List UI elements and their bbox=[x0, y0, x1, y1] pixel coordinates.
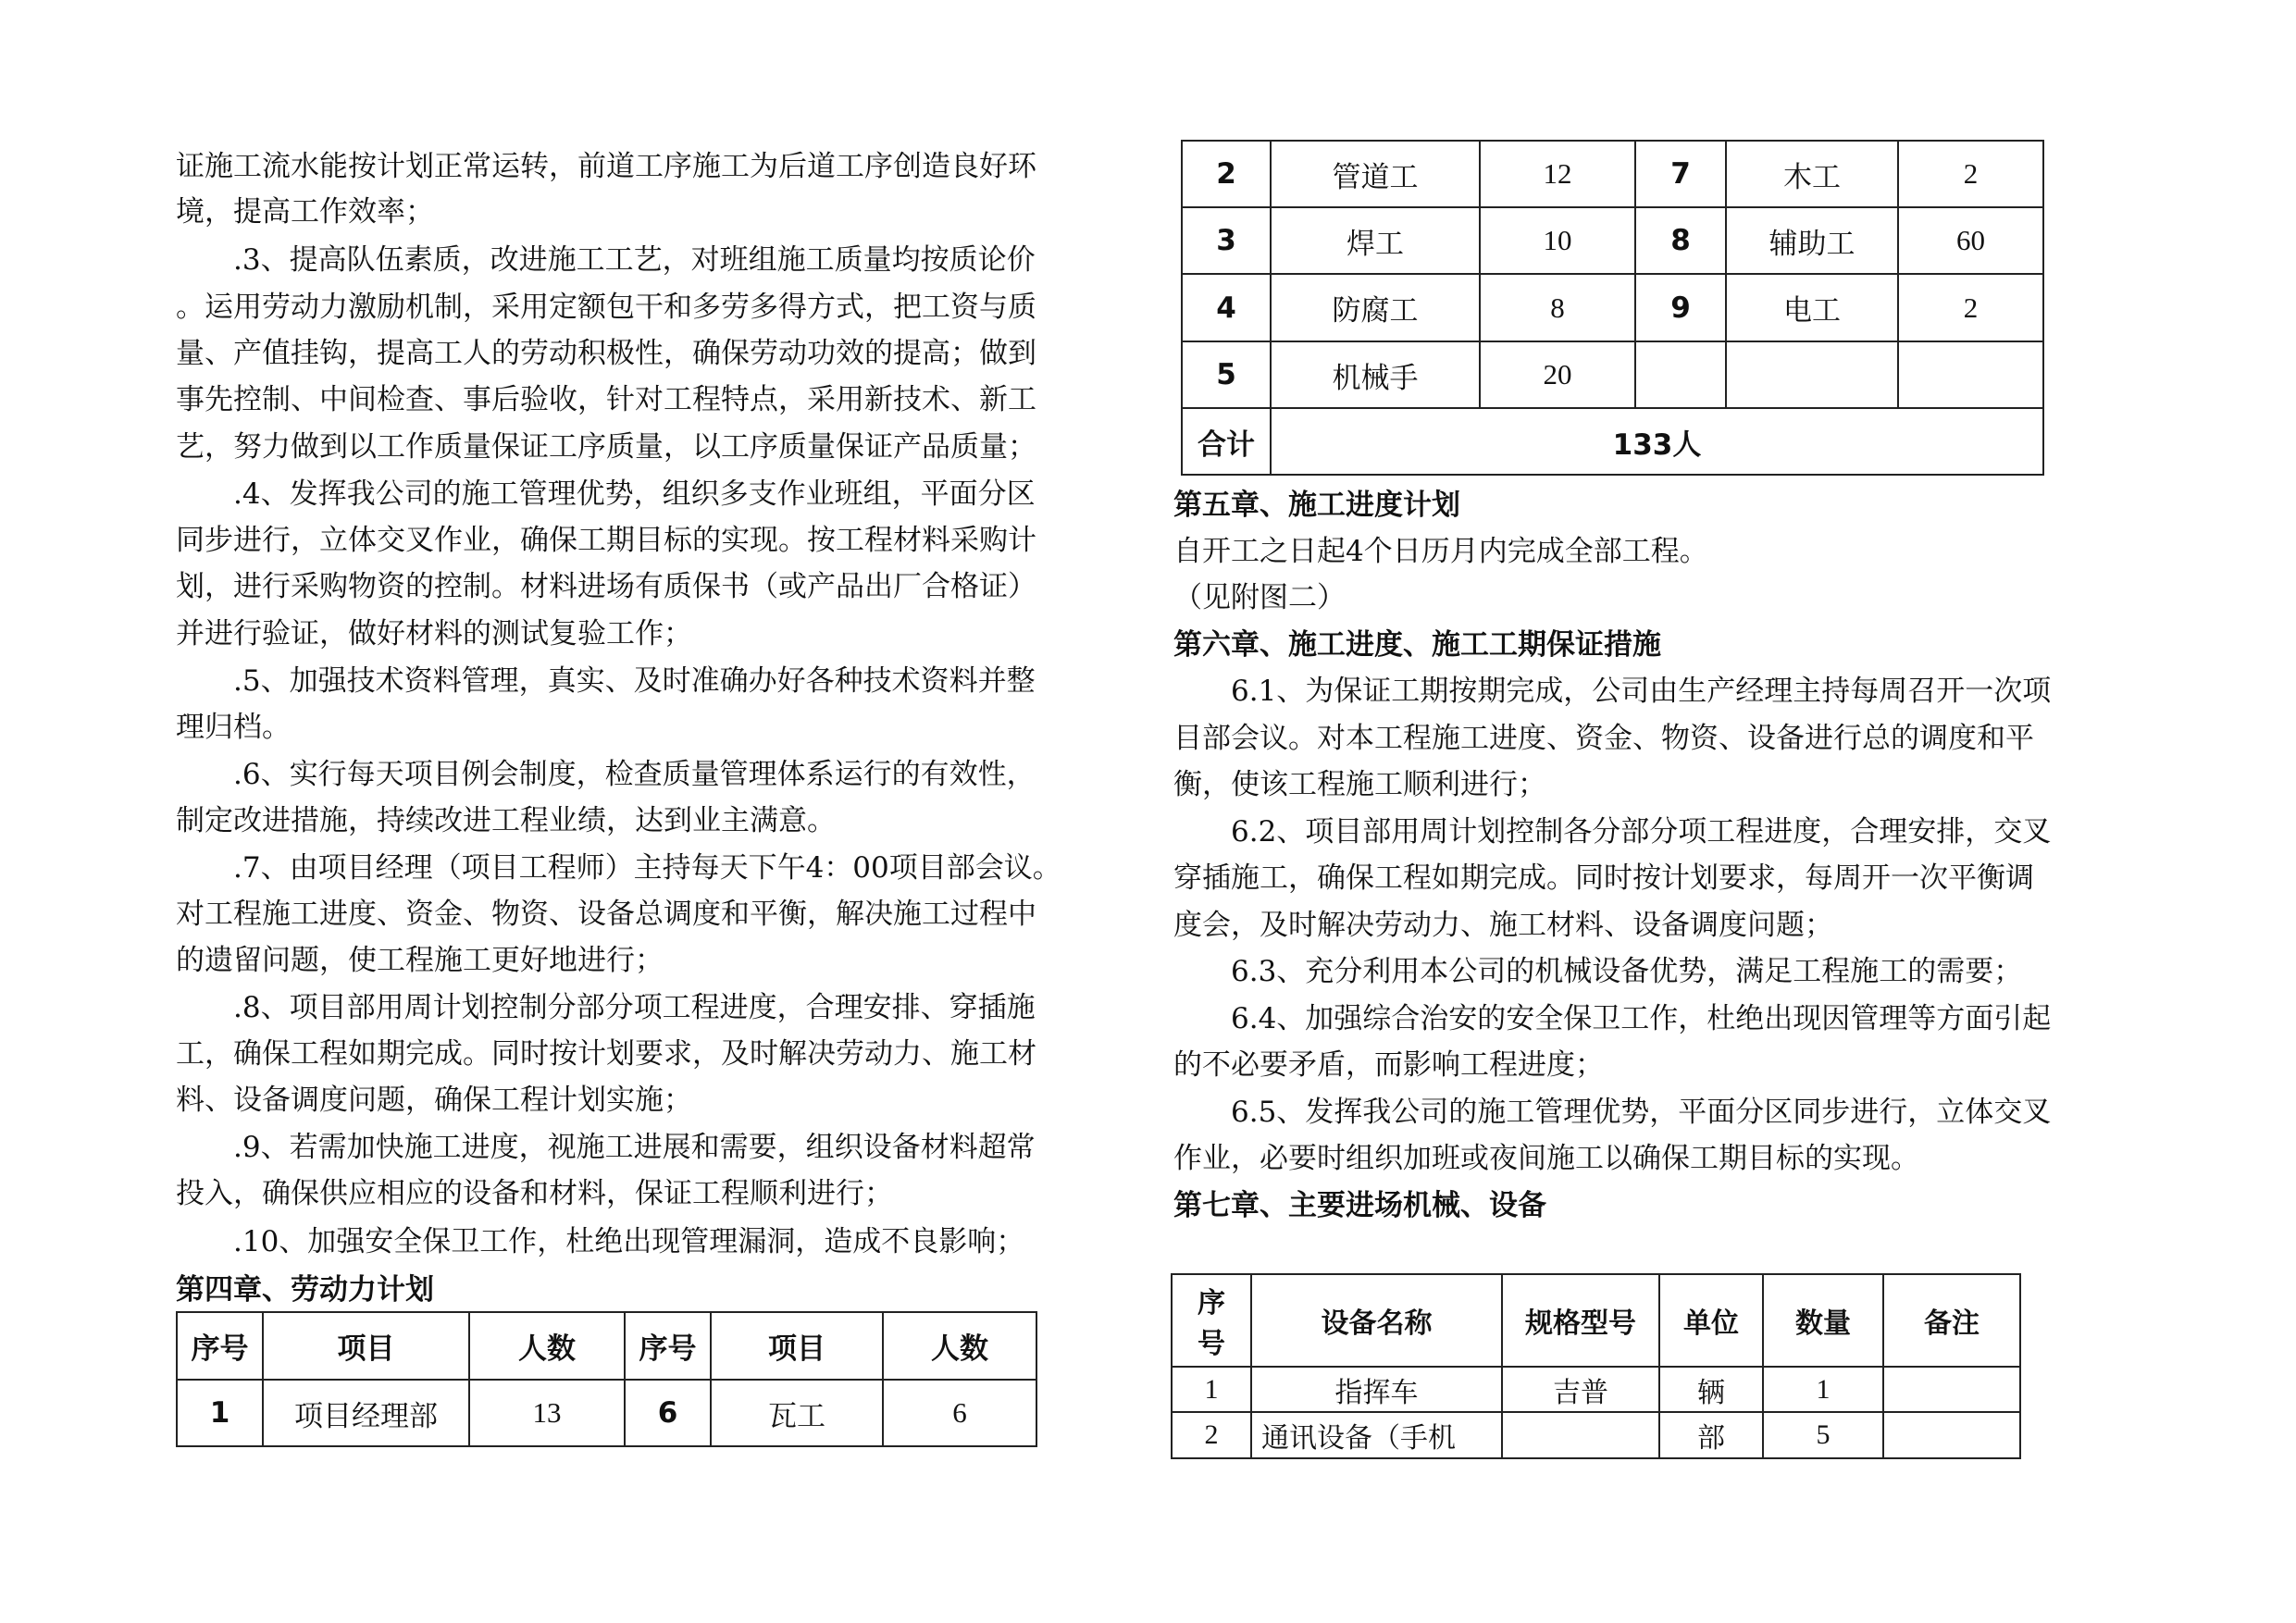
labor-table-header bbox=[177, 1312, 1036, 1380]
table-cell: 电工 bbox=[1726, 274, 1898, 341]
body-line: 理归档。 bbox=[176, 711, 291, 744]
table-cell: 4 bbox=[1182, 274, 1271, 341]
body-line: 同步进行，立体交叉作业，确保工期目标的实现。按工程材料采购计 bbox=[176, 524, 1036, 557]
table-cell: 辅助工 bbox=[1726, 207, 1898, 274]
body-line: .4、发挥我公司的施工管理优势，组织多支作业班组，平面分区 bbox=[233, 477, 1036, 511]
header-seq-line: 号 bbox=[1198, 1328, 1225, 1360]
table-row bbox=[1182, 341, 2043, 408]
table-cell: 1 bbox=[1172, 1367, 1251, 1412]
body-line: 事先控制、中间检查、事后验收，针对工程特点，采用新技术、新工 bbox=[176, 383, 1036, 416]
body-line: 。运用劳动力激励机制，采用定额包干和多劳多得方式，把工资与质 bbox=[176, 291, 1036, 324]
body-line: 6.5、发挥我公司的施工管理优势，平面分区同步进行，立体交叉 bbox=[1231, 1096, 2052, 1129]
chapter-6-title: 第六章、施工进度、施工工期保证措施 bbox=[1173, 628, 1661, 662]
table-cell: 6 bbox=[883, 1380, 1036, 1446]
header-cell: 规格型号 bbox=[1502, 1274, 1659, 1367]
table-cell: 7 bbox=[1635, 141, 1726, 207]
body-line: 料、设备调度问题，确保工程计划实施； bbox=[176, 1084, 692, 1117]
body-line: 量、产值挂钩，提高工人的劳动积极性，确保劳动功效的提高；做到 bbox=[176, 337, 1036, 370]
header-cell: 序号 bbox=[625, 1312, 711, 1380]
table-cell bbox=[1726, 341, 1898, 408]
table-cell: 5 bbox=[1763, 1412, 1883, 1458]
body-line: 艺，努力做到以工作质量保证工序质量，以工序质量保证产品质量； bbox=[176, 430, 1036, 464]
body-line: 目部会议。对本工程施工进度、资金、物资、设备进行总的调度和平 bbox=[1173, 722, 2034, 755]
chapter-7-title: 第七章、主要进场机械、设备 bbox=[1173, 1189, 1546, 1222]
header-seq-line: 序 bbox=[1198, 1287, 1225, 1319]
table-cell: 瓦工 bbox=[711, 1380, 883, 1446]
table-cell: 管道工 bbox=[1271, 141, 1480, 207]
table-cell: 8 bbox=[1480, 274, 1635, 341]
body-line: .7、由项目经理（项目工程师）主持每天下午4：00项目部会议。 bbox=[233, 851, 1061, 885]
table-cell: 2 bbox=[1898, 274, 2043, 341]
table-row bbox=[177, 1380, 1036, 1446]
table-cell: 13 bbox=[469, 1380, 625, 1446]
body-line: 度会，及时解决劳动力、施工材料、设备调度问题； bbox=[1173, 909, 1833, 942]
table-row bbox=[1172, 1412, 2020, 1458]
table-cell: 1 bbox=[1763, 1367, 1883, 1412]
body-line: 的遗留问题，使工程施工更好地进行； bbox=[176, 944, 664, 977]
body-line: 制定改进措施，持续改进工程业绩，达到业主满意。 bbox=[176, 804, 836, 837]
table-cell: 60 bbox=[1898, 207, 2043, 274]
body-line: 衡，使该工程施工顺利进行； bbox=[1173, 768, 1546, 801]
table-cell: 1 bbox=[177, 1380, 263, 1446]
body-line: .8、项目部用周计划控制分部分项工程进度，合理安排、穿插施 bbox=[233, 991, 1036, 1024]
body-line: 6.2、项目部用周计划控制各分部分项工程进度，合理安排，交叉 bbox=[1231, 815, 2052, 849]
table-cell: 9 bbox=[1635, 274, 1726, 341]
table-cell: 部 bbox=[1659, 1412, 1763, 1458]
table-cell: 防腐工 bbox=[1271, 274, 1480, 341]
table-cell bbox=[1883, 1412, 2020, 1458]
header-cell bbox=[1172, 1274, 1251, 1367]
header-cell: 数量 bbox=[1763, 1274, 1883, 1367]
chapter-5-title: 第五章、施工进度计划 bbox=[1173, 489, 1460, 522]
body-line: 投入，确保供应相应的设备和材料，保证工程顺利进行； bbox=[176, 1177, 893, 1210]
table-cell: 8 bbox=[1635, 207, 1726, 274]
total-label: 合计 bbox=[1182, 408, 1271, 475]
table-cell: 辆 bbox=[1659, 1367, 1763, 1412]
table-cell: 木工 bbox=[1726, 141, 1898, 207]
labor-table-part2 bbox=[1181, 140, 2044, 476]
body-line: 的不必要矛盾，而影响工程进度； bbox=[1173, 1048, 1604, 1082]
body-line: 6.3、充分利用本公司的机械设备优势，满足工程施工的需要； bbox=[1231, 955, 2023, 988]
table-row bbox=[1182, 141, 2043, 207]
table-cell: 10 bbox=[1480, 207, 1635, 274]
table-row bbox=[1182, 274, 2043, 341]
body-line: 对工程施工进度、资金、物资、设备总调度和平衡，解决施工过程中 bbox=[176, 898, 1036, 931]
body-line: 作业，必要时组织加班或夜间施工以确保工期目标的实现。 bbox=[1173, 1142, 1919, 1175]
table-cell: 12 bbox=[1480, 141, 1635, 207]
chapter-4-title: 第四章、劳动力计划 bbox=[176, 1273, 434, 1307]
body-line: .10、加强安全保卫工作，杜绝出现管理漏洞，造成不良影响； bbox=[233, 1225, 1025, 1258]
table-cell: 机械手 bbox=[1271, 341, 1480, 408]
equipment-table-header bbox=[1172, 1274, 2020, 1367]
equipment-table bbox=[1171, 1273, 2021, 1459]
table-cell: 项目经理部 bbox=[263, 1380, 469, 1446]
table-total-row bbox=[1182, 408, 2043, 475]
header-cell: 序号 bbox=[177, 1312, 263, 1380]
header-cell: 人数 bbox=[883, 1312, 1036, 1380]
table-cell: 焊工 bbox=[1271, 207, 1480, 274]
header-cell: 人数 bbox=[469, 1312, 625, 1380]
table-cell: 指挥车 bbox=[1251, 1367, 1502, 1412]
total-value: 133人 bbox=[1271, 408, 2043, 475]
labor-table-part1 bbox=[176, 1311, 1037, 1447]
table-cell: 吉普 bbox=[1502, 1367, 1659, 1412]
table-cell bbox=[1898, 341, 2043, 408]
table-cell: 2 bbox=[1182, 141, 1271, 207]
body-line: .3、提高队伍素质，改进施工工艺，对班组施工质量均按质论价 bbox=[233, 243, 1036, 277]
table-cell: 2 bbox=[1898, 141, 2043, 207]
table-cell bbox=[1635, 341, 1726, 408]
header-cell: 单位 bbox=[1659, 1274, 1763, 1367]
body-line: .9、若需加快施工进度，视施工进展和需要，组织设备材料超常 bbox=[233, 1131, 1036, 1164]
table-cell bbox=[1502, 1412, 1659, 1458]
table-cell: 6 bbox=[625, 1380, 711, 1446]
table-cell: 2 bbox=[1172, 1412, 1251, 1458]
table-cell: 3 bbox=[1182, 207, 1271, 274]
header-cell: 设备名称 bbox=[1251, 1274, 1502, 1367]
body-line: 自开工之日起4个日历月内完成全部工程。 bbox=[1173, 535, 1708, 568]
header-cell: 项目 bbox=[711, 1312, 883, 1380]
table-row bbox=[1172, 1367, 2020, 1412]
body-line: （见附图二） bbox=[1173, 581, 1346, 614]
header-cell: 项目 bbox=[263, 1312, 469, 1380]
body-line: 穿插施工，确保工程如期完成。同时按计划要求，每周开一次平衡调 bbox=[1173, 861, 2034, 895]
table-cell bbox=[1883, 1367, 2020, 1412]
body-line: .6、实行每天项目例会制度，检查质量管理体系运行的有效性， bbox=[233, 758, 1036, 791]
body-line: 境，提高工作效率； bbox=[176, 195, 434, 229]
table-row bbox=[1182, 207, 2043, 274]
table-cell: 5 bbox=[1182, 341, 1271, 408]
table-cell: 通讯设备（手机 bbox=[1251, 1412, 1502, 1458]
body-line: 6.1、为保证工期按期完成，公司由生产经理主持每周召开一次项 bbox=[1231, 675, 2052, 708]
body-line: 工，确保工程如期完成。同时按计划要求，及时解决劳动力、施工材 bbox=[176, 1037, 1036, 1071]
table-cell: 20 bbox=[1480, 341, 1635, 408]
body-line: 证施工流水能按计划正常运转，前道工序施工为后道工序创造良好环 bbox=[176, 150, 1036, 183]
body-line: 6.4、加强综合治安的安全保卫工作，杜绝出现因管理等方面引起 bbox=[1231, 1002, 2052, 1035]
body-line: .5、加强技术资料管理，真实、及时准确办好各种技术资料并整 bbox=[233, 664, 1036, 698]
header-cell: 备注 bbox=[1883, 1274, 2020, 1367]
body-line: 并进行验证，做好材料的测试复验工作； bbox=[176, 617, 692, 650]
body-line: 划，进行采购物资的控制。材料进场有质保书（或产品出厂合格证） bbox=[176, 570, 1036, 603]
